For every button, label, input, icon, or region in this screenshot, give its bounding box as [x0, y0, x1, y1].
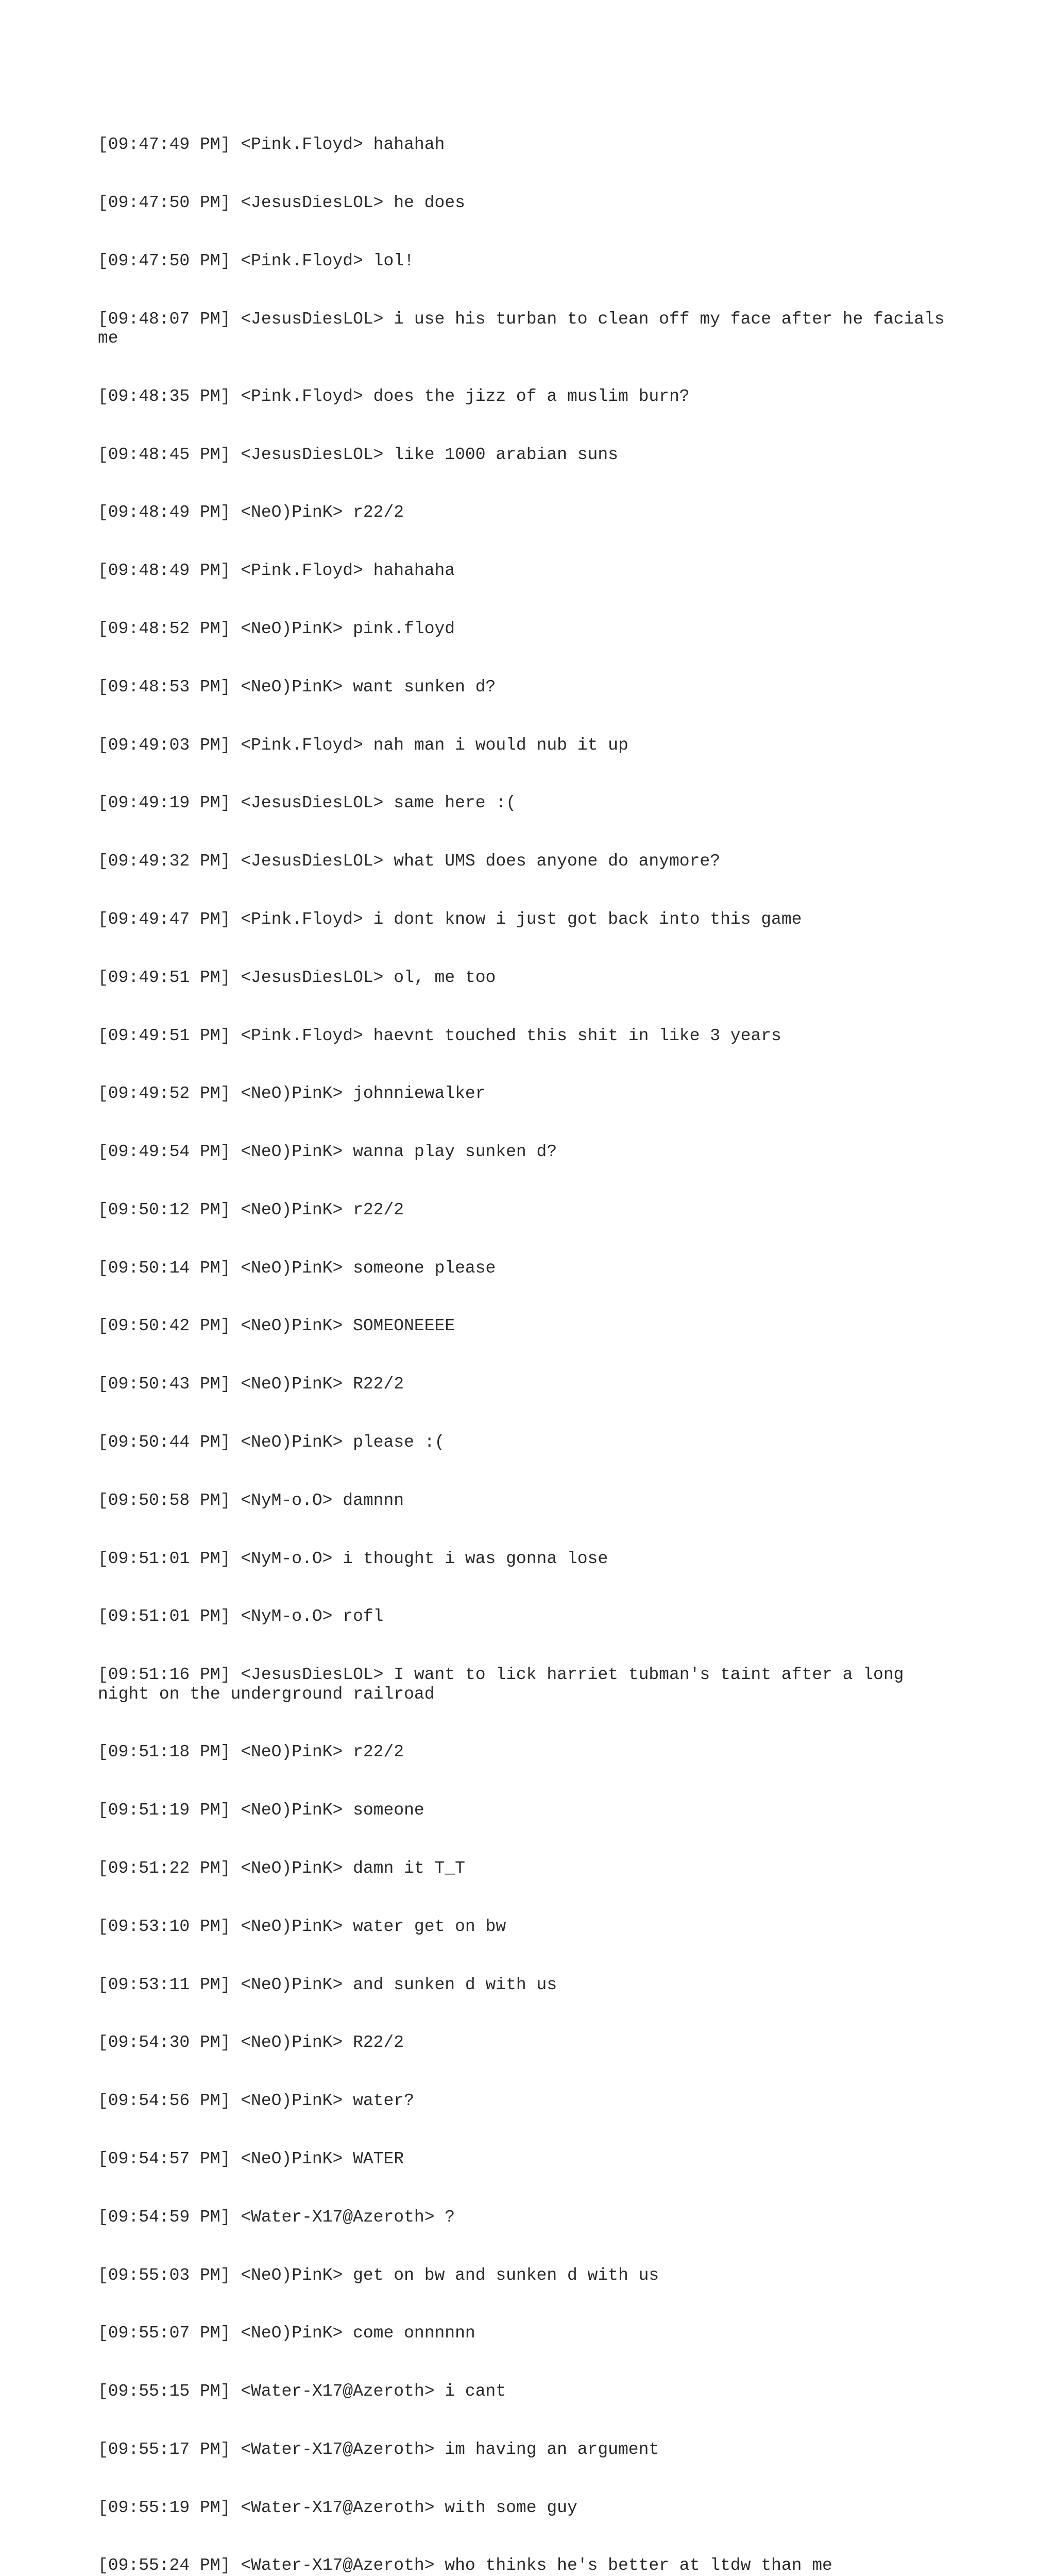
- chat-line: [09:50:14 PM] <NeO)PinK> someone please: [98, 1258, 496, 1278]
- chat-line: [09:50:58 PM] <NyM-o.O> damnnn: [98, 1490, 404, 1510]
- chat-line: [09:51:01 PM] <NyM-o.O> i thought i was gonna lose: [98, 1549, 608, 1568]
- chat-line: [09:55:15 PM] <Water-X17@Azeroth> i cant: [98, 2382, 506, 2401]
- chat-line: [09:49:51 PM] <Pink.Floyd> haevnt touched this shit in like 3 years: [98, 1026, 781, 1045]
- chat-line: [09:55:24 PM] <Water-X17@Azeroth> who thinks he's better at ltdw than me: [98, 2556, 832, 2575]
- chat-line: [09:49:47 PM] <Pink.Floyd> i dont know i just got back into this game: [98, 909, 802, 929]
- chat-line: [09:51:19 PM] <NeO)PinK> someone: [98, 1801, 424, 1820]
- chat-line: [09:50:44 PM] <NeO)PinK> please :(: [98, 1432, 445, 1452]
- chat-line: [09:54:59 PM] <Water-X17@Azeroth> ?: [98, 2207, 455, 2227]
- chat-line: [09:55:19 PM] <Water-X17@Azeroth> with some guy: [98, 2498, 577, 2517]
- chat-line: [09:49:52 PM] <NeO)PinK> johnniewalker: [98, 1084, 486, 1104]
- chat-line: [09:47:49 PM] <Pink.Floyd> hahahah: [98, 135, 445, 155]
- chat-line: [09:48:45 PM] <JesusDiesLOL> like 1000 arabian suns: [98, 445, 618, 464]
- chat-line: [09:55:03 PM] <NeO)PinK> get on bw and sunken d with us: [98, 2265, 659, 2285]
- chat-line: [09:47:50 PM] <JesusDiesLOL> he does: [98, 193, 465, 212]
- chat-line: [09:49:51 PM] <JesusDiesLOL> ol, me too: [98, 968, 496, 987]
- chat-line: [09:54:30 PM] <NeO)PinK> R22/2: [98, 2033, 404, 2053]
- chat-line: [09:50:43 PM] <NeO)PinK> R22/2: [98, 1375, 404, 1394]
- chat-line: [09:48:52 PM] <NeO)PinK> pink.floyd: [98, 619, 455, 639]
- chat-line: [09:49:19 PM] <JesusDiesLOL> same here :(: [98, 793, 516, 813]
- chat-line: [09:51:18 PM] <NeO)PinK> r22/2: [98, 1742, 404, 1762]
- chat-line: [09:51:22 PM] <NeO)PinK> damn it T_T: [98, 1859, 465, 1878]
- chat-line: [09:48:07 PM] <JesusDiesLOL> i use his turban to clean off my face after he facials me: [98, 309, 955, 348]
- chat-line: [09:54:56 PM] <NeO)PinK> water?: [98, 2091, 414, 2111]
- chat-line: [09:49:03 PM] <Pink.Floyd> nah man i would nub it up: [98, 735, 628, 755]
- chat-line: [09:54:57 PM] <NeO)PinK> WATER: [98, 2149, 404, 2168]
- chat-line: [09:49:32 PM] <JesusDiesLOL> what UMS does anyone do anymore?: [98, 852, 720, 871]
- chat-line: [09:51:01 PM] <NyM-o.O> rofl: [98, 1607, 384, 1626]
- chat-line: [09:55:17 PM] <Water-X17@Azeroth> im having an argument: [98, 2439, 659, 2459]
- chat-line: [09:53:10 PM] <NeO)PinK> water get on bw: [98, 1917, 506, 1936]
- chat-log: [98, 96, 963, 2576]
- chat-line: [09:48:35 PM] <Pink.Floyd> does the jizz of a muslim burn?: [98, 386, 690, 406]
- chat-line: [09:51:16 PM] <JesusDiesLOL> I want to lick harriet tubman's taint after a long night on the underground railroad: [98, 1665, 914, 1704]
- chat-line: [09:55:07 PM] <NeO)PinK> come onnnnnn: [98, 2324, 475, 2343]
- chat-line: [09:47:50 PM] <Pink.Floyd> lol!: [98, 251, 414, 270]
- chat-line: [09:48:49 PM] <Pink.Floyd> hahahaha: [98, 561, 455, 581]
- chat-line: [09:50:42 PM] <NeO)PinK> SOMEONEEEE: [98, 1316, 455, 1336]
- chat-line: [09:48:49 PM] <NeO)PinK> r22/2: [98, 503, 404, 522]
- chat-line: [09:49:54 PM] <NeO)PinK> wanna play sunken d?: [98, 1142, 557, 1162]
- chat-line: [09:48:53 PM] <NeO)PinK> want sunken d?: [98, 677, 496, 697]
- chat-line: [09:53:11 PM] <NeO)PinK> and sunken d with us: [98, 1975, 557, 1994]
- chat-line: [09:50:12 PM] <NeO)PinK> r22/2: [98, 1200, 404, 1219]
